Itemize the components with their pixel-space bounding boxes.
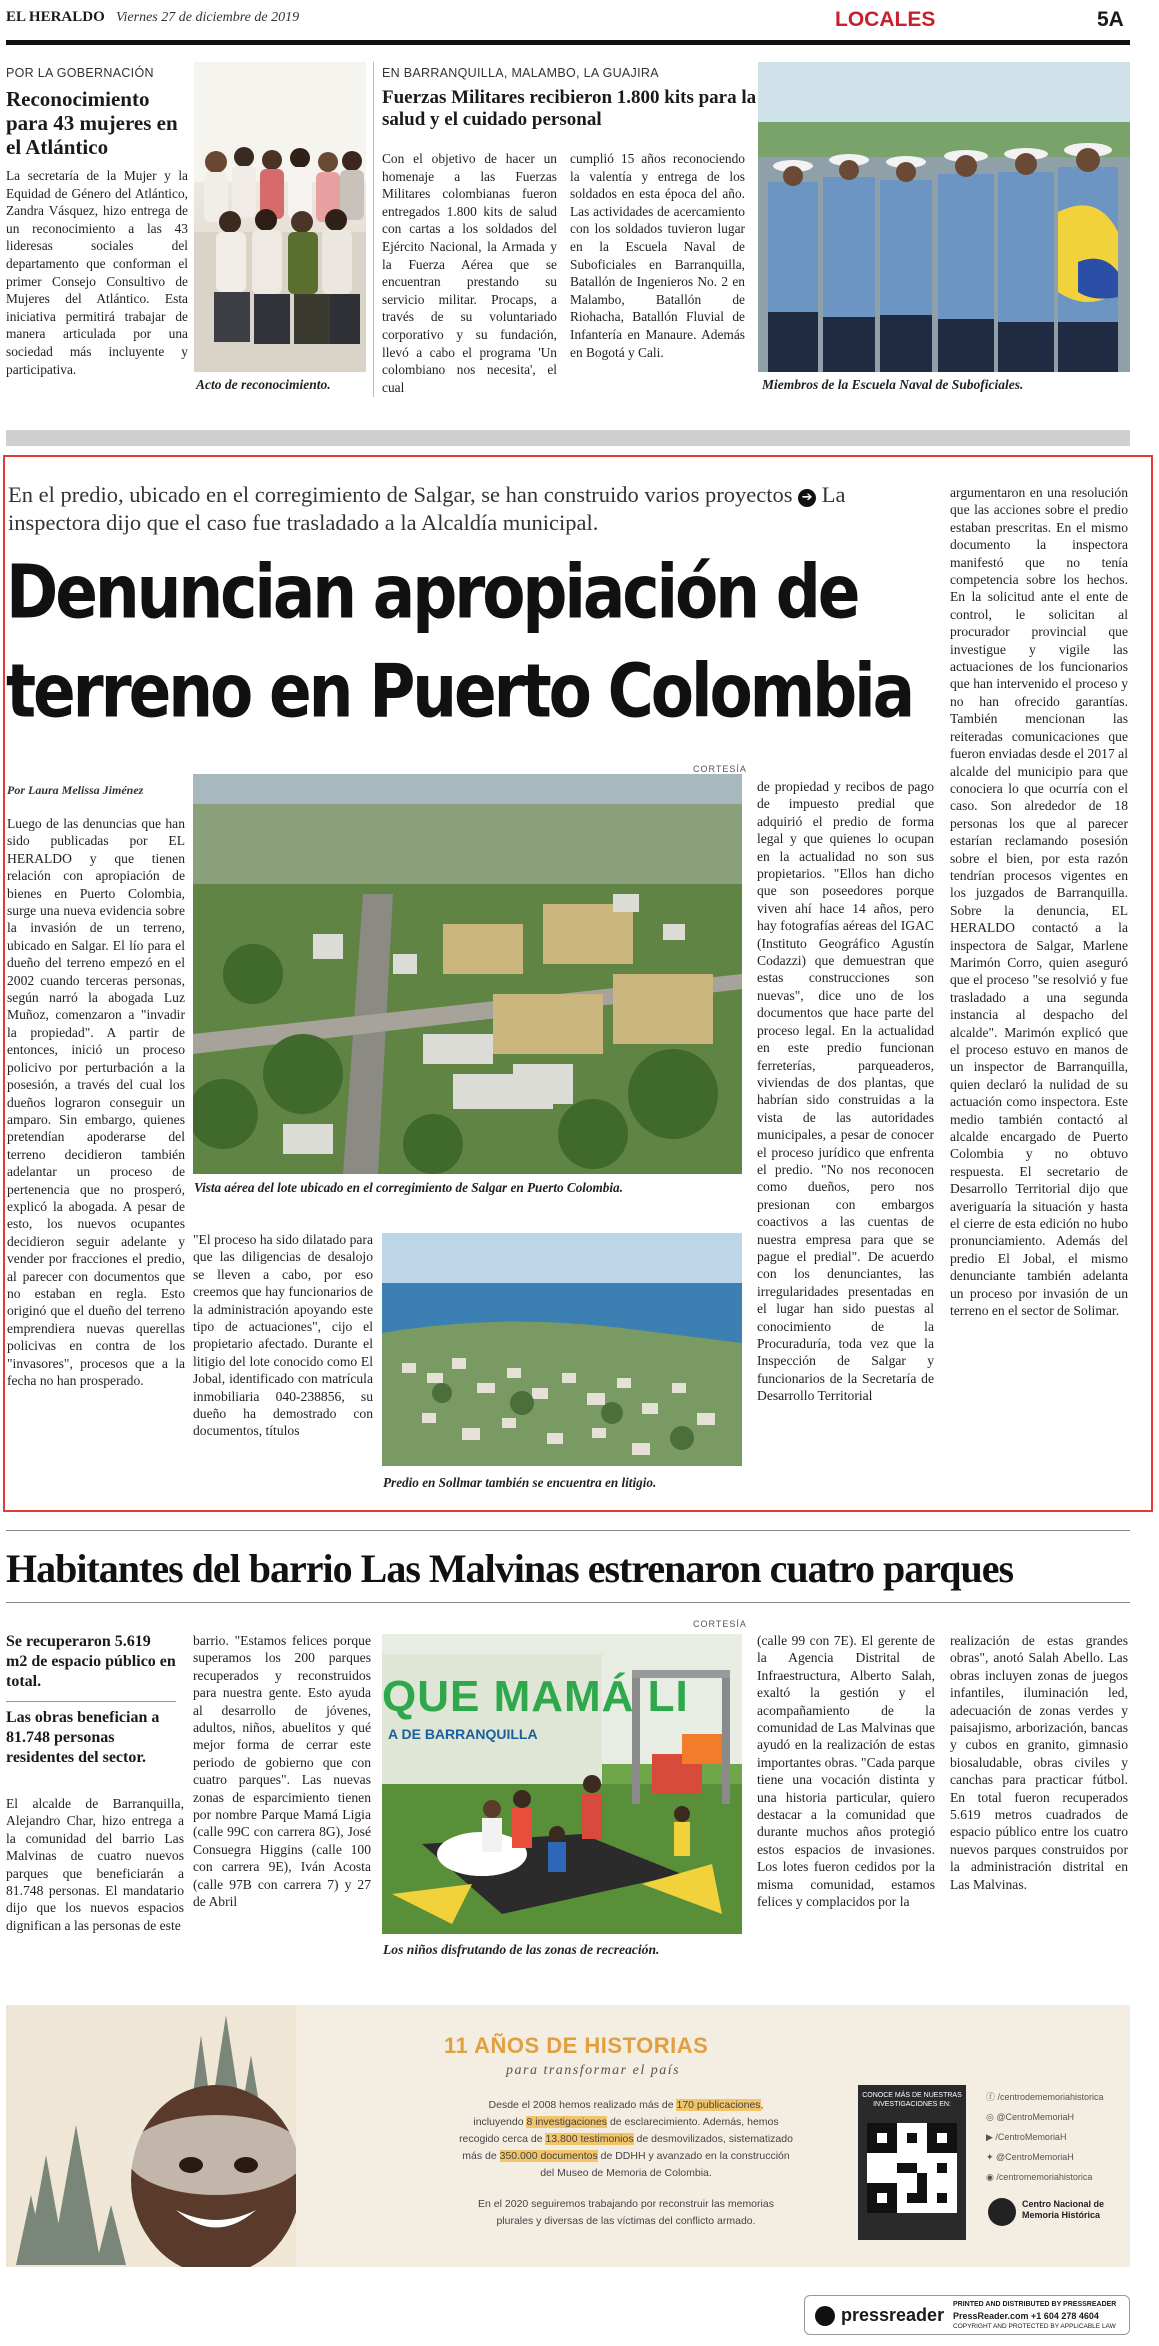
story3-col2: barrio. "Estamos felices porque superamos los 200 parques recuperados y reconstruidos para nuestra gente. Esto ayuda al desarrollo de jóvenes, adultos, niños, abuelitos y qué mejor forma de cerrar este periodo de gobierno que con cuatro parques". Las nuevas zonas de esparcimiento tienen por nombre Parque Mamá Ligia (calle 99C con carrera 8G), José Consuegra Higgins (calle 100 con carrera 9E), Iván Acosta (calle 97B con carrera 7) y 27 de Abril: [193, 1633, 371, 1910]
headline-line-1: Denuncian apropiación de: [6, 548, 858, 636]
story1-headline: Reconocimiento para 43 mujeres en el Atlántico: [6, 87, 178, 159]
ad-highlight-2: 8 investigaciones: [526, 2116, 608, 2128]
story2-kicker: EN BARRANQUILLA, MALAMBO, LA GUAJIRA: [382, 66, 659, 80]
facebook-link[interactable]: ⓕ /centrodememoriahistorica: [986, 2092, 1104, 2102]
web-link[interactable]: ◉ /centromemoriahistorica: [986, 2172, 1093, 2182]
pressreader-brand[interactable]: pressreader: [841, 2305, 945, 2325]
feature-photo-aerial: [193, 774, 742, 1174]
instagram-icon: ◎: [986, 2112, 997, 2122]
ad-text-2c: de esclarecimiento. Además, hemos: [607, 2116, 779, 2128]
story2-caption: Miembros de la Escuela Naval de Suboficiales.: [762, 377, 1024, 392]
story3-top-rule: [6, 1530, 1130, 1531]
ad-highlight-1: 170 publicaciones: [676, 2099, 761, 2111]
story2-col1: Con el objetivo de hacer un homenaje a las Fuerzas Militares colombianas fueron entregados 1.800 kits de salud con cartas a los soldados del Ejército Nacional, la Armada y la Fuerza Aérea que se encuentran prestando su servicio militar. Procaps, a través de su voluntariado corporativo y su fundación, llevó a cabo el programa 'Un colombiano nos necesita', el cual: [382, 151, 557, 395]
pressreader-footer: [804, 2295, 1130, 2335]
twitter-link[interactable]: ✦ @CentroMemoriaH: [986, 2152, 1074, 2162]
deck-text-2: La inspectora dijo que el caso fue trasladado a la Alcaldía municipal.: [8, 482, 846, 535]
footer-line-2: PressReader.com +1 604 278 4604: [953, 2311, 1099, 2321]
story3-headline-rule: [6, 1602, 1130, 1603]
feature-photo-sollmar: [382, 1233, 742, 1466]
org-logo-icon: [988, 2198, 1016, 2226]
ad-text-1c: ,: [760, 2099, 764, 2111]
story3-photo: [382, 1634, 742, 1934]
feature-col2: "El proceso ha sido dilatado para que las diligencias de desalojo se lleven a cabo, por eso creemos que hay funcionarios de la administración apoyando este tipo de actuaciones", cijo el propietario afectado. Durante el litigio del lote conocido como El Jobal, identificado con matrícula inmobiliaria 040-238856, su dueño ha demostrado con documentos, títulos: [193, 1232, 373, 1439]
story3-highlight-2: Las obras benefician a 81.748 personas residentes del sector.: [6, 1709, 160, 1766]
story2-headline: Fuerzas Militares recibieron 1.800 kits para la salud y el cuidado personal: [382, 87, 757, 130]
ad-subtitle: para transformar el país: [506, 2063, 681, 2078]
footer-line-3: COPYRIGHT AND PROTECTED BY APPLICABLE LAW: [953, 2323, 1116, 2330]
ad-social-list: [986, 2087, 1126, 2187]
feature-byline: Por Laura Melissa Jiménez: [7, 783, 144, 797]
ad-portrait: [6, 2005, 296, 2267]
ad-title: 11 AÑOS DE HISTORIAS: [444, 2033, 709, 2058]
headline-line-2: terreno en Puerto Colombia: [6, 648, 913, 735]
ad-text-5: del Museo de Memoria de Colombia.: [540, 2167, 712, 2179]
twitter-icon: ✦: [986, 2152, 997, 2162]
arrow-right-icon: ➔: [798, 489, 816, 507]
story1-body: La secretaría de la Mujer y la Equidad de Género del Atlántico, Zandra Vásquez, hizo entrega de un reconocimiento a las 43 lideresas sociales del departamento que conforman el primer Consejo Consultivo de Mujeres del Atlántico. Esta iniciativa permitirá trabajar de manera articulada por una sociedad más incluyente y participativa.: [6, 168, 188, 377]
story3-col4: realización de estas grandes obras", anotó Salah Abello. Las obras incluyen zonas de juegos infantiles, iluminación led, adecuación de zonas verdes y paisajismo, arborización, bancas y cubos en granito, gimnasio biosaludable, obras civiles y canchas para practicar fútbol. En total fueron recuperados 5.619 metros cuadrados de espacio público entre los cuatro nuevos parques construidos por la administración distrital en Las Malvinas.: [950, 1633, 1128, 1892]
story1-kicker: POR LA GOBERNACIÓN: [6, 66, 154, 80]
web-icon: ◉: [986, 2172, 997, 2182]
feature-deck: [8, 481, 943, 537]
ad-text-4a: más de: [462, 2150, 500, 2162]
park-sign-subtext: A DE BARRANQUILLA: [388, 1726, 538, 1742]
story1-photo: [194, 62, 366, 372]
page-number: 5A: [1097, 8, 1124, 31]
column-divider: [373, 62, 374, 397]
park-sign-text: QUE MAMÁ LI: [382, 1672, 689, 1721]
feature-headline: [6, 543, 941, 741]
qr-code-icon[interactable]: [867, 2123, 957, 2213]
ad-text-2a: incluyendo: [473, 2116, 527, 2128]
feature-col1: Luego de las denuncias que han sido publicadas por EL HERALDO y que tienen relación con apropiación de bienes en Puerto Colombia, surge una nueva evidencia sobre la invasión de un terreno, ubicado en Salgar. El lío para el dueño del terreno empezó en el 2002 cuando terceras personas, según narró la abogada Luz Muñoz, comenzaron a "invadir la propiedad". A partir de entonces, inició un proceso policivo por perturbación a la posesión, a través del cual los dueños lograron conseguir un amparo. Sin embargo, quienes pretendían apoderarse del terreno decidieron también adelantar un proceso de pertenencia que no prosperó, explicó la abogada. A pesar de esto, los nuevos ocupantes decidieron seguir adelante y vender por fracciones el predio, al parecer con documentos que no estaban en regla. Esto originó que el dueño del terreno emprendiera nuevas querellas policivas en contra de los "invasores", procesos que a la fecha no han prosperado.: [7, 816, 185, 1388]
story2-col2: cumplió 15 años reconociendo la valentía y entrega de los soldados en esta época del año. Las actividades de acercamiento con los soldados tuvieron lugar en la Escuela Naval de Suboficiales en Barranquilla, Batallón de Ingenieros No. 2 en Malambo, Batallón de Riohacha, Batallón Fluvial de Infantería en Manaure. Además en Bogotá y Cali.: [570, 151, 745, 360]
paper-name: EL HERALDO: [6, 9, 105, 25]
ad-text-3a: recogido cerca de: [459, 2133, 546, 2145]
story3-col3: (calle 99 con 7E). El gerente de la Agencia Distrital de Infraestructura, Alberto Salah, exaltó la gestión y el acompañamiento de la comunidad de Las Malvinas que ayudó en la realización de estas importantes obras. "Cada parque tiene una vocación distinta y una historia particular, quiero destacar a la comunidad que durante muchos años protegió estos espacios de invasiones. Los lotes fueron cedidos por la misma comunidad, estamos felices y complacidos por la: [757, 1633, 935, 1910]
ad-text-1a: Desde el 2008 hemos realizado más de: [488, 2099, 677, 2111]
ad-text-4c: de DDHH y avanzado en la construcción: [597, 2150, 790, 2162]
story1-caption: Acto de reconocimiento.: [196, 377, 331, 392]
story3-caption: Los niños disfrutando de las zonas de recreación.: [383, 1942, 660, 1957]
story3-credit: CORTESÍA: [693, 1619, 747, 1629]
feature-credit: CORTESÍA: [693, 764, 747, 774]
highlight-divider: [6, 1701, 176, 1702]
facebook-icon: ⓕ: [986, 2092, 998, 2102]
feature-col4: argumentaron en una resolución que las acciones sobre el predio estaban prescritas. En el mismo documento la inspectora manifestó que no tenía competencia sobre los hechos. En la solicitud ante el ente de control, le solicitan al procurador provincial que investigue y vigile las actuaciones de los funcionarios que han intervenido el proceso y no han ofrecido garantías. También mencionan las reiteradas comunicaciones que fueron enviadas desde el 2017 al alcalde del municipio para que conociera lo que ocurría con el caso. Son alrededor de 18 personas los que al parecer estarían reclamando posesión sobre el bien, por esta razón tendrían procesos vigentes en los juzgados de Barranquilla. Sobre la denuncia, EL HERALDO contactó a la inspectora de Salgar, Marlene Marimón Corro, quien aseguró que el proceso "se resolvió y fue trasladado a una segunda instancia al despacho del alcalde". Marimón explicó que el proceso estuvo en manos de un inspector de Barranquilla, quien declaró la nulidad de su actuación como inspectora. Este medio también contactó al alcalde encargado de Puerto Colombia y no obtuvo respuesta. El secretario de Desarrollo Territorial dijo que averiguaría la situación y hasta el cierre de esta edición no hubo pronunciamiento. Además del predio El Jobal, el mismo denunciante también adelanta un proceso por invasión de un terreno en el sector de Solimar.: [950, 485, 1128, 1319]
story3-headline: Habitantes del barrio Las Malvinas estrenaron cuatro parques: [6, 1546, 1014, 1591]
ad-text-6: En el 2020 seguiremos trabajando por reconstruir las memorias: [478, 2198, 774, 2210]
deck-text-1: En el predio, ubicado en el corregimiento de Salgar, se han construido varios proyectos: [8, 482, 793, 507]
masthead: [0, 0, 1159, 52]
section-label: LOCALES: [835, 8, 936, 31]
pressreader-logo-icon: [815, 2306, 835, 2326]
ad-text-3c: de desmovilizados, sistematizado: [633, 2133, 793, 2145]
feature-caption-2: Predio en Sollmar también se encuentra en litigio.: [383, 1475, 657, 1490]
youtube-icon: ▶: [986, 2132, 996, 2142]
ad-highlight-4: 350.000 documentos: [499, 2150, 598, 2162]
ad-highlight-3: 13.800 testimonios: [545, 2133, 634, 2145]
ad-box: [6, 2005, 1130, 2267]
qr-panel: [858, 2085, 966, 2240]
ad-body: [426, 2097, 826, 2230]
footer-line-1: PRINTED AND DISTRIBUTED BY PRESSREADER: [953, 2301, 1117, 2308]
youtube-link[interactable]: ▶ /CentroMemoriaH: [986, 2132, 1067, 2142]
ad-text-7: plurales y diversas de las víctimas del conflicto armado.: [496, 2215, 756, 2227]
org-name: Centro Nacional de Memoria Histórica: [1022, 2199, 1105, 2220]
section-separator: [6, 430, 1130, 446]
instagram-link[interactable]: ◎ @CentroMemoriaH: [986, 2112, 1075, 2122]
story2-photo: [758, 62, 1130, 372]
issue-date: Viernes 27 de diciembre de 2019: [116, 10, 300, 25]
qr-label: CONOCE MÁS DE NUESTRAS INVESTIGACIONES EN:: [862, 2092, 962, 2108]
masthead-rule: [6, 40, 1130, 45]
story3-highlight-1: Se recuperaron 5.619 m2 de espacio público en total.: [6, 1633, 176, 1690]
story3-col1: El alcalde de Barranquilla, Alejandro Char, hizo entrega a la comunidad del barrio Las Malvinas de cuatro nuevos parques que beneficiarán a 81.748 personas. El mandatario dijo que los nuevos espacios dignifican a las personas de este: [6, 1796, 184, 1933]
feature-caption-1: Vista aérea del lote ubicado en el corregimiento de Salgar en Puerto Colombia.: [194, 1180, 623, 1195]
feature-col3: de propiedad y recibos de pago de impuesto predial que adquirió el predio de forma legal y que quienes lo ocupan en la actualidad no son sus propietarios. "Ellos han dicho que son poseedores porque viven ahí hace 14 años, pero hay fotografías aéreas del IGAC (Instituto Geográfico Agustín Codazzi) que demuestran que estas construcciones son nuevas", dice uno de los documentos que hace parte del proceso legal. En la actualidad en este predio funcionan ferreterías, parqueaderos, viviendas de dos plantas, que habrían sido construidas a la vista de las autoridades municipales, a pesar de conocer el proceso jurídico que enfrenta el predio. "No nos reconocen como dueños, pero nos presionan con embargos coactivos a las cuentas de nuestra empresa para que se pague el predial". De acuerdo con los denunciantes, las irregularidades presentadas en el lugar han sido puestas al conocimiento de la Procuraduría, toda vez que la Inspección de Salgar y funcionarios de la Secretaría de Desarrollo Territorial: [757, 779, 934, 1404]
